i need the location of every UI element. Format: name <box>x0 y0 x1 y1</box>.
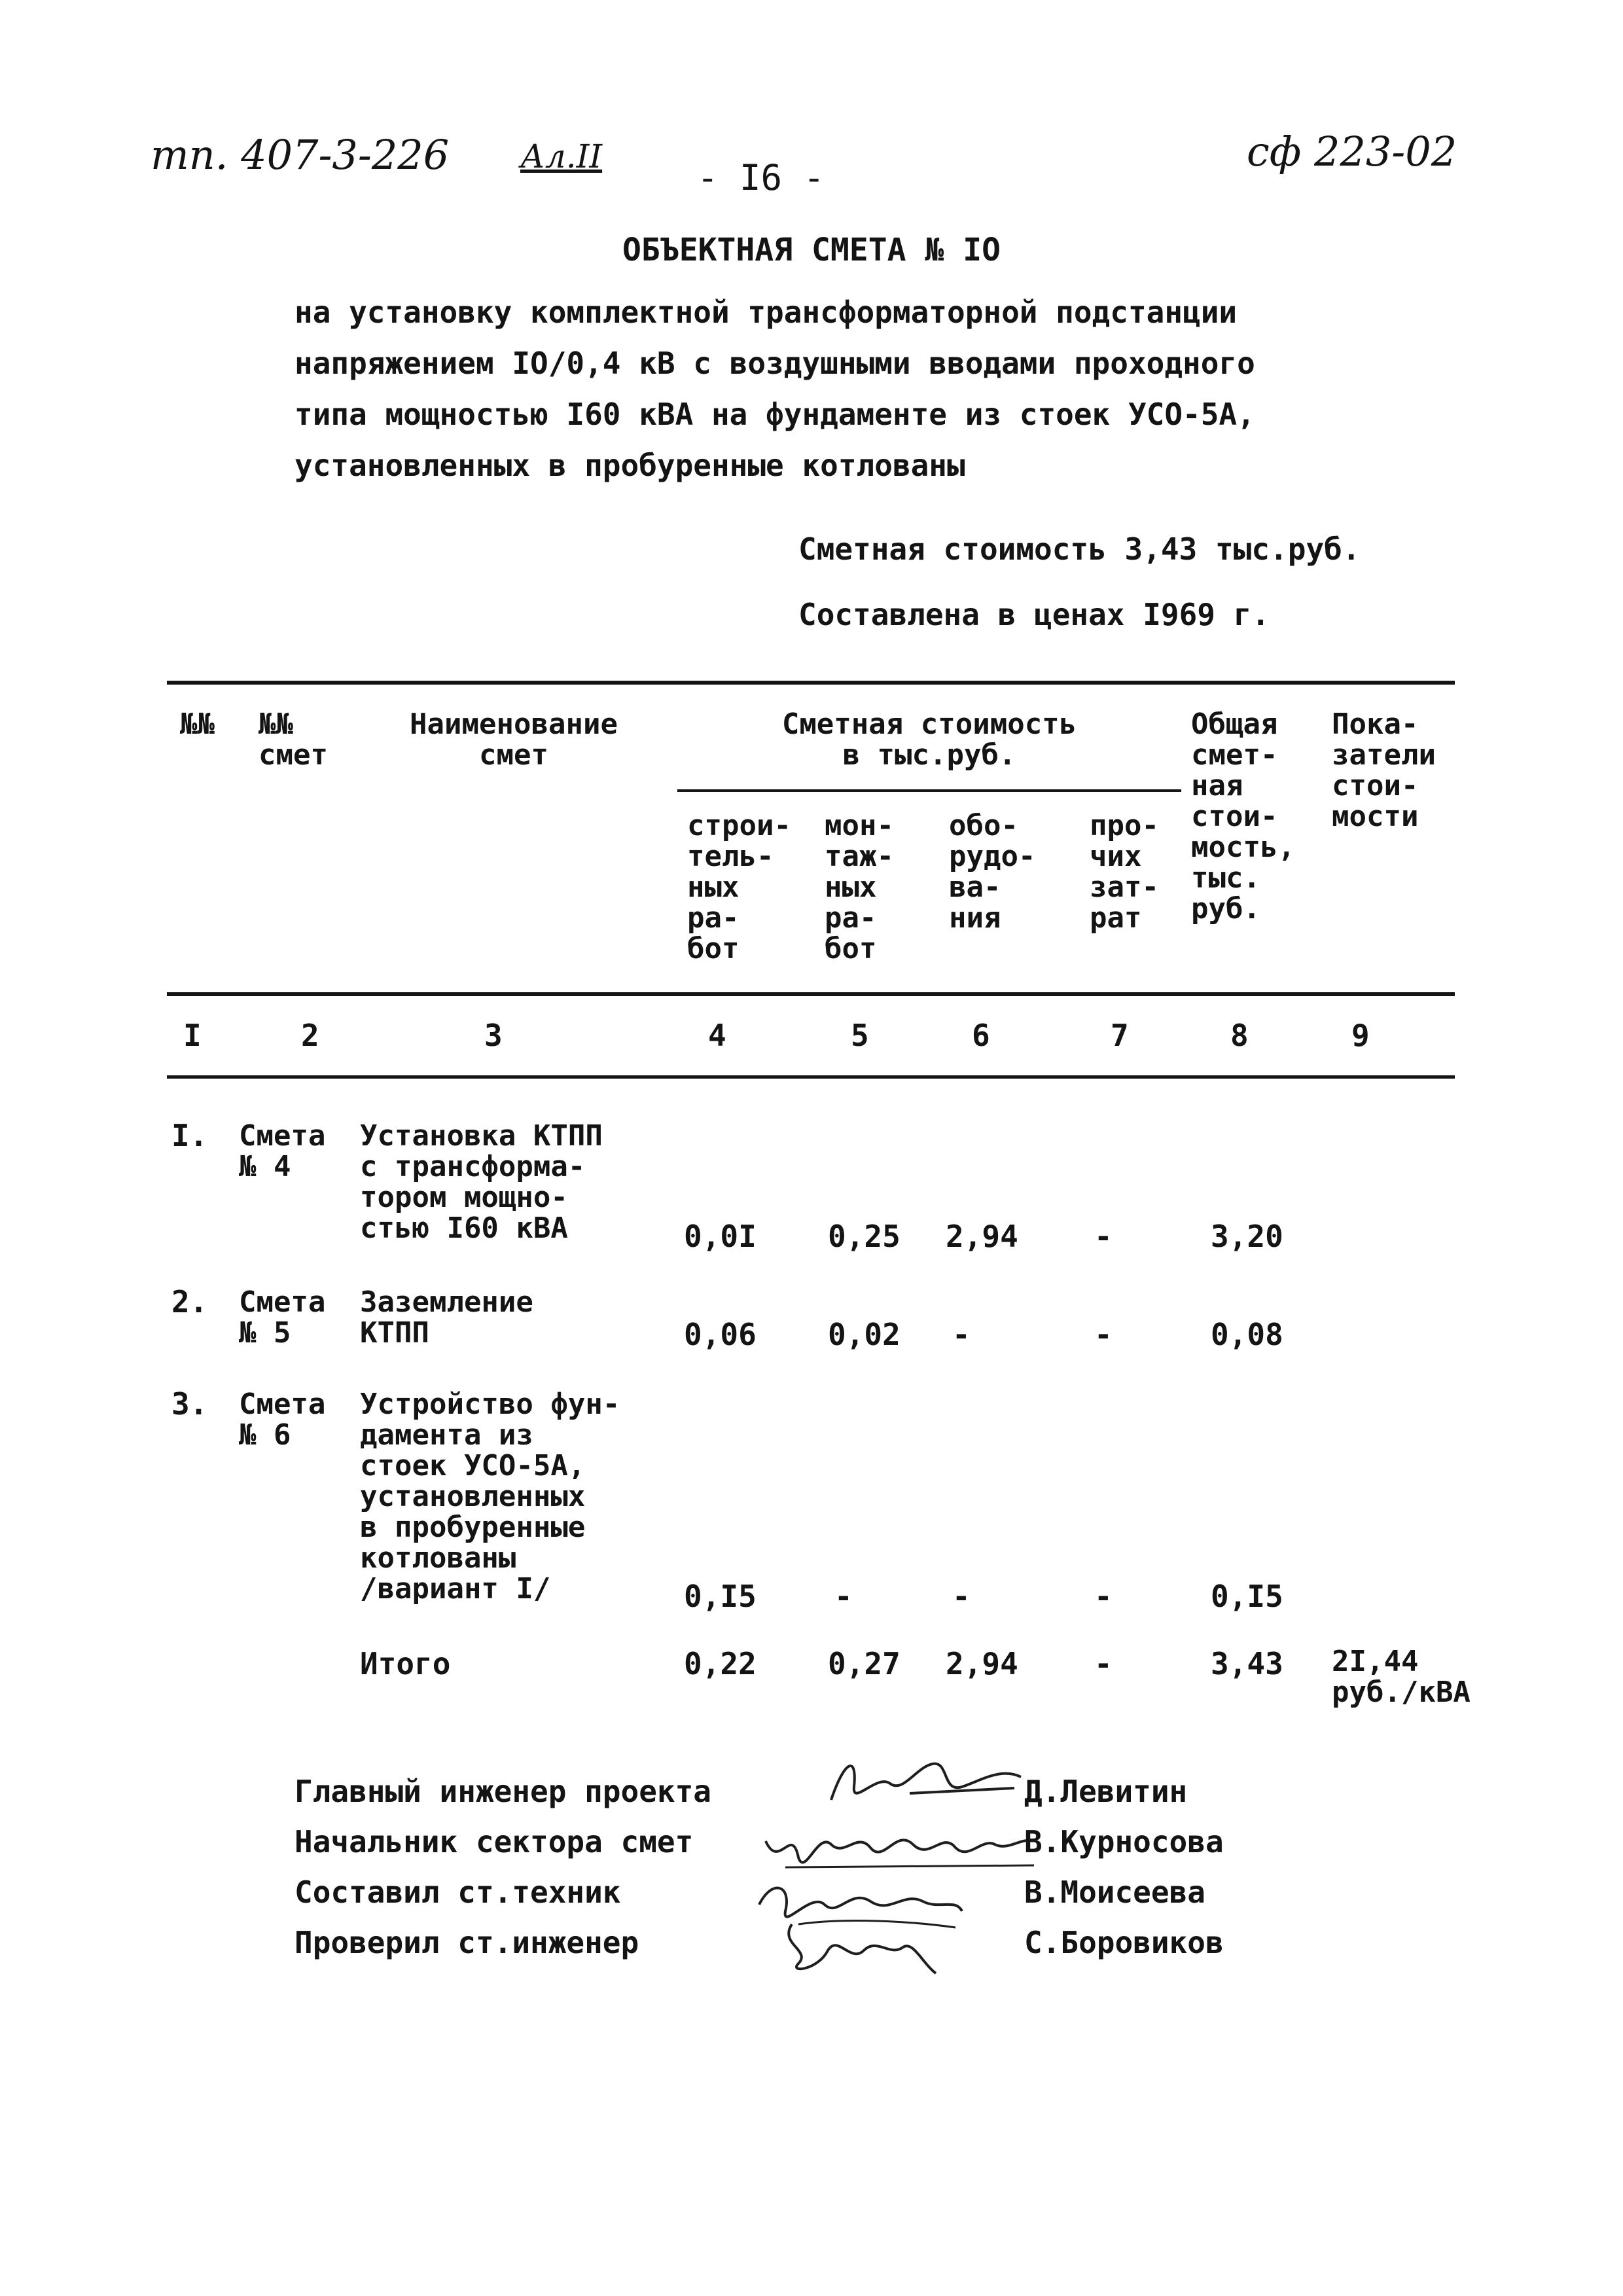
total-cost: 3,43 <box>1211 1646 1283 1681</box>
header-line: смет <box>259 738 328 772</box>
signature-name: В.Моисеева <box>1024 1874 1205 1910</box>
column-number: 5 <box>851 1018 869 1053</box>
row-estimate <box>239 1389 325 1450</box>
header-other <box>1090 810 1159 933</box>
document-title: ОБЪЕКТНАЯ СМЕТА № IO <box>622 232 1001 268</box>
header-line: Сметная стоимость <box>781 708 1077 741</box>
header-line: обо- <box>949 809 1018 842</box>
header-estimate-number <box>259 709 328 770</box>
row-number: I. <box>171 1118 208 1153</box>
row-name <box>360 1121 603 1244</box>
header-line: №№ <box>259 708 293 741</box>
total-label: Итого <box>360 1646 451 1681</box>
header-line: бот <box>687 932 740 965</box>
header-line: ра- <box>687 901 740 935</box>
signature-role: Главный инженер проекта <box>294 1774 711 1809</box>
cell-line: № 4 <box>239 1150 291 1183</box>
signature-role: Составил ст.техник <box>294 1874 621 1910</box>
table-top-rule <box>167 681 1455 685</box>
signature-name: В.Курносова <box>1024 1824 1224 1859</box>
row-estimate <box>239 1287 325 1348</box>
header-line: мон- <box>825 809 894 842</box>
cell-other: - <box>1094 1579 1113 1614</box>
cell-construction: 0,I5 <box>684 1579 757 1614</box>
subtitle-line: установленных в пробуренные котлованы <box>294 448 965 483</box>
cell-construction: 0,06 <box>684 1317 757 1352</box>
column-number: 3 <box>484 1018 503 1053</box>
header-bottom-rule <box>167 992 1455 996</box>
row-name <box>360 1287 533 1348</box>
header-cost-group <box>677 709 1181 770</box>
column-number: 9 <box>1351 1018 1370 1053</box>
subtitle-line: типа мощностью I60 кВА на фундаменте из стоек УСО-5А, <box>294 397 1255 432</box>
price-basis: Составлена в ценах I969 г. <box>798 597 1270 632</box>
header-line: ра- <box>825 901 877 935</box>
estimated-cost: Сметная стоимость 3,43 тыс.руб. <box>798 531 1361 567</box>
header-line: бот <box>825 932 877 965</box>
cell-line: Устройство фун- <box>360 1388 620 1421</box>
header-line: смет- <box>1191 738 1278 772</box>
column-number: I <box>183 1018 202 1053</box>
cell-total: 3,20 <box>1211 1219 1283 1254</box>
cell-line: руб./кВА <box>1332 1676 1471 1709</box>
header-line: ва- <box>949 870 1001 904</box>
header-cost-indicators <box>1332 709 1436 832</box>
row-number: 3. <box>171 1386 208 1422</box>
subtitle-line: напряжением IO/0,4 кВ с воздушными вводами проходного <box>294 346 1255 381</box>
column-number: 7 <box>1111 1018 1129 1053</box>
header-line: зат- <box>1090 870 1159 904</box>
cell-equipment: - <box>952 1317 971 1352</box>
cell-installation: 0,25 <box>828 1219 901 1254</box>
total-construction: 0,22 <box>684 1646 757 1681</box>
header-line: в тыс.руб. <box>842 738 1016 772</box>
album-number: Ал.II <box>520 137 603 175</box>
header-line: чих <box>1090 840 1142 873</box>
column-number: 8 <box>1230 1018 1249 1053</box>
header-line: мость, <box>1191 831 1295 864</box>
cell-equipment: - <box>952 1579 971 1614</box>
cell-line: Заземление <box>360 1285 533 1319</box>
signature-scribble-1 <box>818 1748 1027 1820</box>
header-line: стои- <box>1332 769 1419 802</box>
cell-line: стоек УСО-5А, <box>360 1449 586 1482</box>
project-code: тп. 407-3-226 <box>151 131 450 179</box>
total-indicator <box>1332 1646 1471 1708</box>
row-number: 2. <box>171 1284 208 1319</box>
cell-line: в пробуренные <box>360 1511 586 1544</box>
header-line: рат <box>1090 901 1142 935</box>
cell-line: № 6 <box>239 1418 291 1452</box>
signature-role: Проверил ст.инженер <box>294 1925 639 1960</box>
cell-total: 0,I5 <box>1211 1579 1283 1614</box>
column-number: 2 <box>301 1018 319 1053</box>
header-line: таж- <box>825 840 894 873</box>
cell-line: с трансформа- <box>360 1150 586 1183</box>
header-line: ная <box>1191 769 1243 802</box>
cell-line: 2I,44 <box>1332 1645 1419 1678</box>
cell-installation: 0,02 <box>828 1317 901 1352</box>
signature-name: С.Боровиков <box>1024 1925 1224 1960</box>
header-row-number: №№ <box>180 708 215 741</box>
header-line: мости <box>1332 800 1419 833</box>
cell-line: Смета <box>239 1285 326 1319</box>
cell-line: установленных <box>360 1480 586 1513</box>
total-other: - <box>1094 1646 1113 1681</box>
cell-other: - <box>1094 1317 1113 1352</box>
cell-line: Установка КТПП <box>360 1119 603 1153</box>
column-numbers-rule <box>167 1075 1455 1079</box>
page-number: - I6 - <box>697 157 825 198</box>
header-line: ния <box>949 901 1001 935</box>
header-line: стои- <box>1191 800 1278 833</box>
column-number: 4 <box>708 1018 726 1053</box>
total-equipment: 2,94 <box>946 1646 1018 1681</box>
signature-scribble-4 <box>772 1911 942 1983</box>
header-line: ных <box>825 870 877 904</box>
signature-role: Начальник сектора смет <box>294 1824 694 1859</box>
header-line: Наименование <box>410 708 618 741</box>
header-total-cost <box>1191 709 1295 924</box>
cell-construction: 0,0I <box>684 1219 757 1254</box>
header-line: руб. <box>1191 892 1260 925</box>
column-number: 6 <box>972 1018 990 1053</box>
signature-name: Д.Левитин <box>1024 1774 1188 1809</box>
cell-line: тором мощно- <box>360 1181 568 1214</box>
cell-equipment: 2,94 <box>946 1219 1018 1254</box>
header-line: рудо- <box>949 840 1036 873</box>
cell-installation: - <box>834 1579 853 1614</box>
header-estimate-name <box>370 709 658 770</box>
header-line: тыс. <box>1191 861 1260 895</box>
total-installation: 0,27 <box>828 1646 901 1681</box>
cell-line: дамента из <box>360 1418 533 1452</box>
header-installation <box>825 810 894 964</box>
cell-line: /вариант I/ <box>360 1572 551 1605</box>
cell-line: Смета <box>239 1119 326 1153</box>
cell-other: - <box>1094 1219 1113 1254</box>
cell-line: стью I60 кВА <box>360 1211 568 1245</box>
header-construction <box>687 810 791 964</box>
header-line: про- <box>1090 809 1159 842</box>
header-line: затели <box>1332 738 1436 772</box>
cell-line: КТПП <box>360 1316 429 1350</box>
row-estimate <box>239 1121 325 1182</box>
cell-line: № 5 <box>239 1316 291 1350</box>
sheet-code: сф 223-02 <box>1247 128 1457 175</box>
header-line: ных <box>687 870 740 904</box>
cell-line: Смета <box>239 1388 326 1421</box>
cell-line: котлованы <box>360 1541 516 1575</box>
header-line: тель- <box>687 840 774 873</box>
header-line: Общая <box>1191 708 1278 741</box>
header-equipment <box>949 810 1035 933</box>
cell-total: 0,08 <box>1211 1317 1283 1352</box>
header-line: строи- <box>687 809 791 842</box>
subtitle-line: на установку комплектной трансформаторной подстанции <box>294 295 1238 330</box>
cost-group-rule <box>677 789 1181 792</box>
header-line: Пока- <box>1332 708 1419 741</box>
header-line: смет <box>479 738 548 772</box>
row-name <box>360 1389 620 1604</box>
